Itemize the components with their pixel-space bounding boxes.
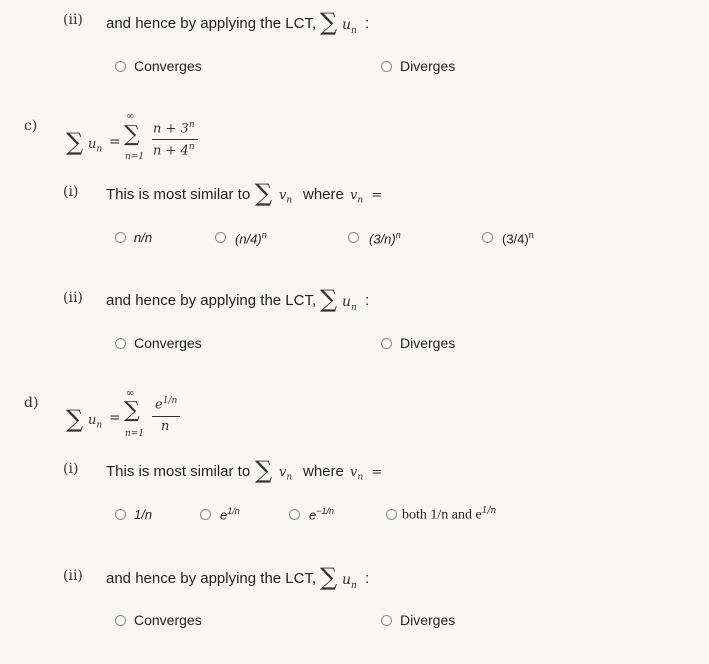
sigma-symbol: ∑ (255, 179, 273, 207)
sigma-symbol: ∑ (320, 563, 338, 591)
converges-label: Converges (134, 58, 202, 74)
sub-label-ii: (ii) (63, 568, 83, 584)
sigma-symbol: ∑ (320, 8, 338, 36)
sigma-symbol: ∑ (124, 122, 140, 147)
sub-label-i: (i) (63, 184, 79, 200)
converges-label: Converges (134, 612, 202, 628)
diverges-label: Diverges (400, 335, 456, 351)
part-d-label: d) (24, 395, 39, 411)
sigma-symbol: ∑ (66, 405, 84, 433)
fraction-bar (152, 416, 180, 417)
sigma-symbol: ∑ (124, 398, 140, 423)
upper-limit: ∞ (126, 388, 135, 399)
sub-label-ii: (ii) (63, 12, 83, 28)
fraction-bar (152, 139, 198, 140)
series-term: $u_n$ (342, 294, 357, 313)
option-radio[interactable] (482, 232, 493, 243)
lower-limit: n=1 (125, 429, 145, 439)
fraction-denominator: n (161, 419, 170, 434)
colon: : (365, 570, 370, 587)
upper-limit: ∞ (126, 111, 135, 122)
vn-equals: $v_n$ = (350, 188, 383, 206)
fraction-numerator: $e^{1/n}$ (155, 396, 178, 413)
sigma-symbol: ∑ (255, 456, 273, 484)
fraction-denominator: $n + 4^n$ (153, 142, 195, 159)
where-text: where (303, 463, 344, 480)
sigma-symbol: ∑ (320, 285, 338, 313)
converges-radio[interactable] (115, 338, 126, 349)
lower-limit: n=1 (125, 152, 145, 162)
equals-sign: = (109, 410, 121, 426)
option-label: $(3/n)^n$ (369, 230, 401, 247)
option-label: both 1/n and $e^{1/n}$ (402, 506, 497, 523)
option-radio[interactable] (215, 232, 226, 243)
series-lhs: $u_n$ (88, 137, 103, 155)
series-lhs: $u_n$ (88, 413, 103, 431)
converges-radio[interactable] (115, 615, 126, 626)
option-radio[interactable] (115, 509, 126, 520)
lct-prompt: and hence by applying the LCT, (106, 570, 317, 587)
option-radio[interactable] (386, 509, 397, 520)
similar-prompt: This is most similar to (106, 186, 251, 203)
lct-prompt: and hence by applying the LCT, (106, 15, 317, 32)
series-term: $u_n$ (342, 572, 357, 591)
sigma-symbol: ∑ (66, 128, 84, 156)
option-label: $(3/4)^n$ (502, 230, 534, 247)
converges-label: Converges (134, 335, 202, 351)
converges-radio[interactable] (115, 61, 126, 72)
part-c-label: c) (24, 118, 38, 134)
diverges-radio[interactable] (381, 615, 392, 626)
colon: : (365, 292, 370, 309)
diverges-radio[interactable] (381, 338, 392, 349)
lct-prompt: and hence by applying the LCT, (106, 292, 317, 309)
option-label: 1/n (134, 507, 153, 522)
option-label: n/n (134, 230, 153, 245)
option-radio[interactable] (200, 509, 211, 520)
series-term: $u_n$ (342, 17, 357, 36)
option-label: $e^{1/n}$ (220, 506, 240, 523)
option-radio[interactable] (289, 509, 300, 520)
fraction-numerator: $n + 3^n$ (153, 120, 195, 137)
vn-equals: $v_n$ = (350, 465, 383, 483)
colon: : (365, 15, 370, 32)
series-term: $v_n$ (279, 465, 293, 483)
similar-prompt: This is most similar to (106, 463, 251, 480)
option-radio[interactable] (348, 232, 359, 243)
where-text: where (303, 186, 344, 203)
diverges-radio[interactable] (381, 61, 392, 72)
sub-label-i: (i) (63, 461, 79, 477)
option-label: $e^{-1/n}$ (309, 506, 335, 523)
sub-label-ii: (ii) (63, 290, 83, 306)
diverges-label: Diverges (400, 58, 456, 74)
diverges-label: Diverges (400, 612, 456, 628)
series-term: $v_n$ (279, 188, 293, 206)
option-label: $(n/4)^n$ (235, 230, 267, 247)
equals-sign: = (109, 134, 121, 150)
option-radio[interactable] (115, 232, 126, 243)
